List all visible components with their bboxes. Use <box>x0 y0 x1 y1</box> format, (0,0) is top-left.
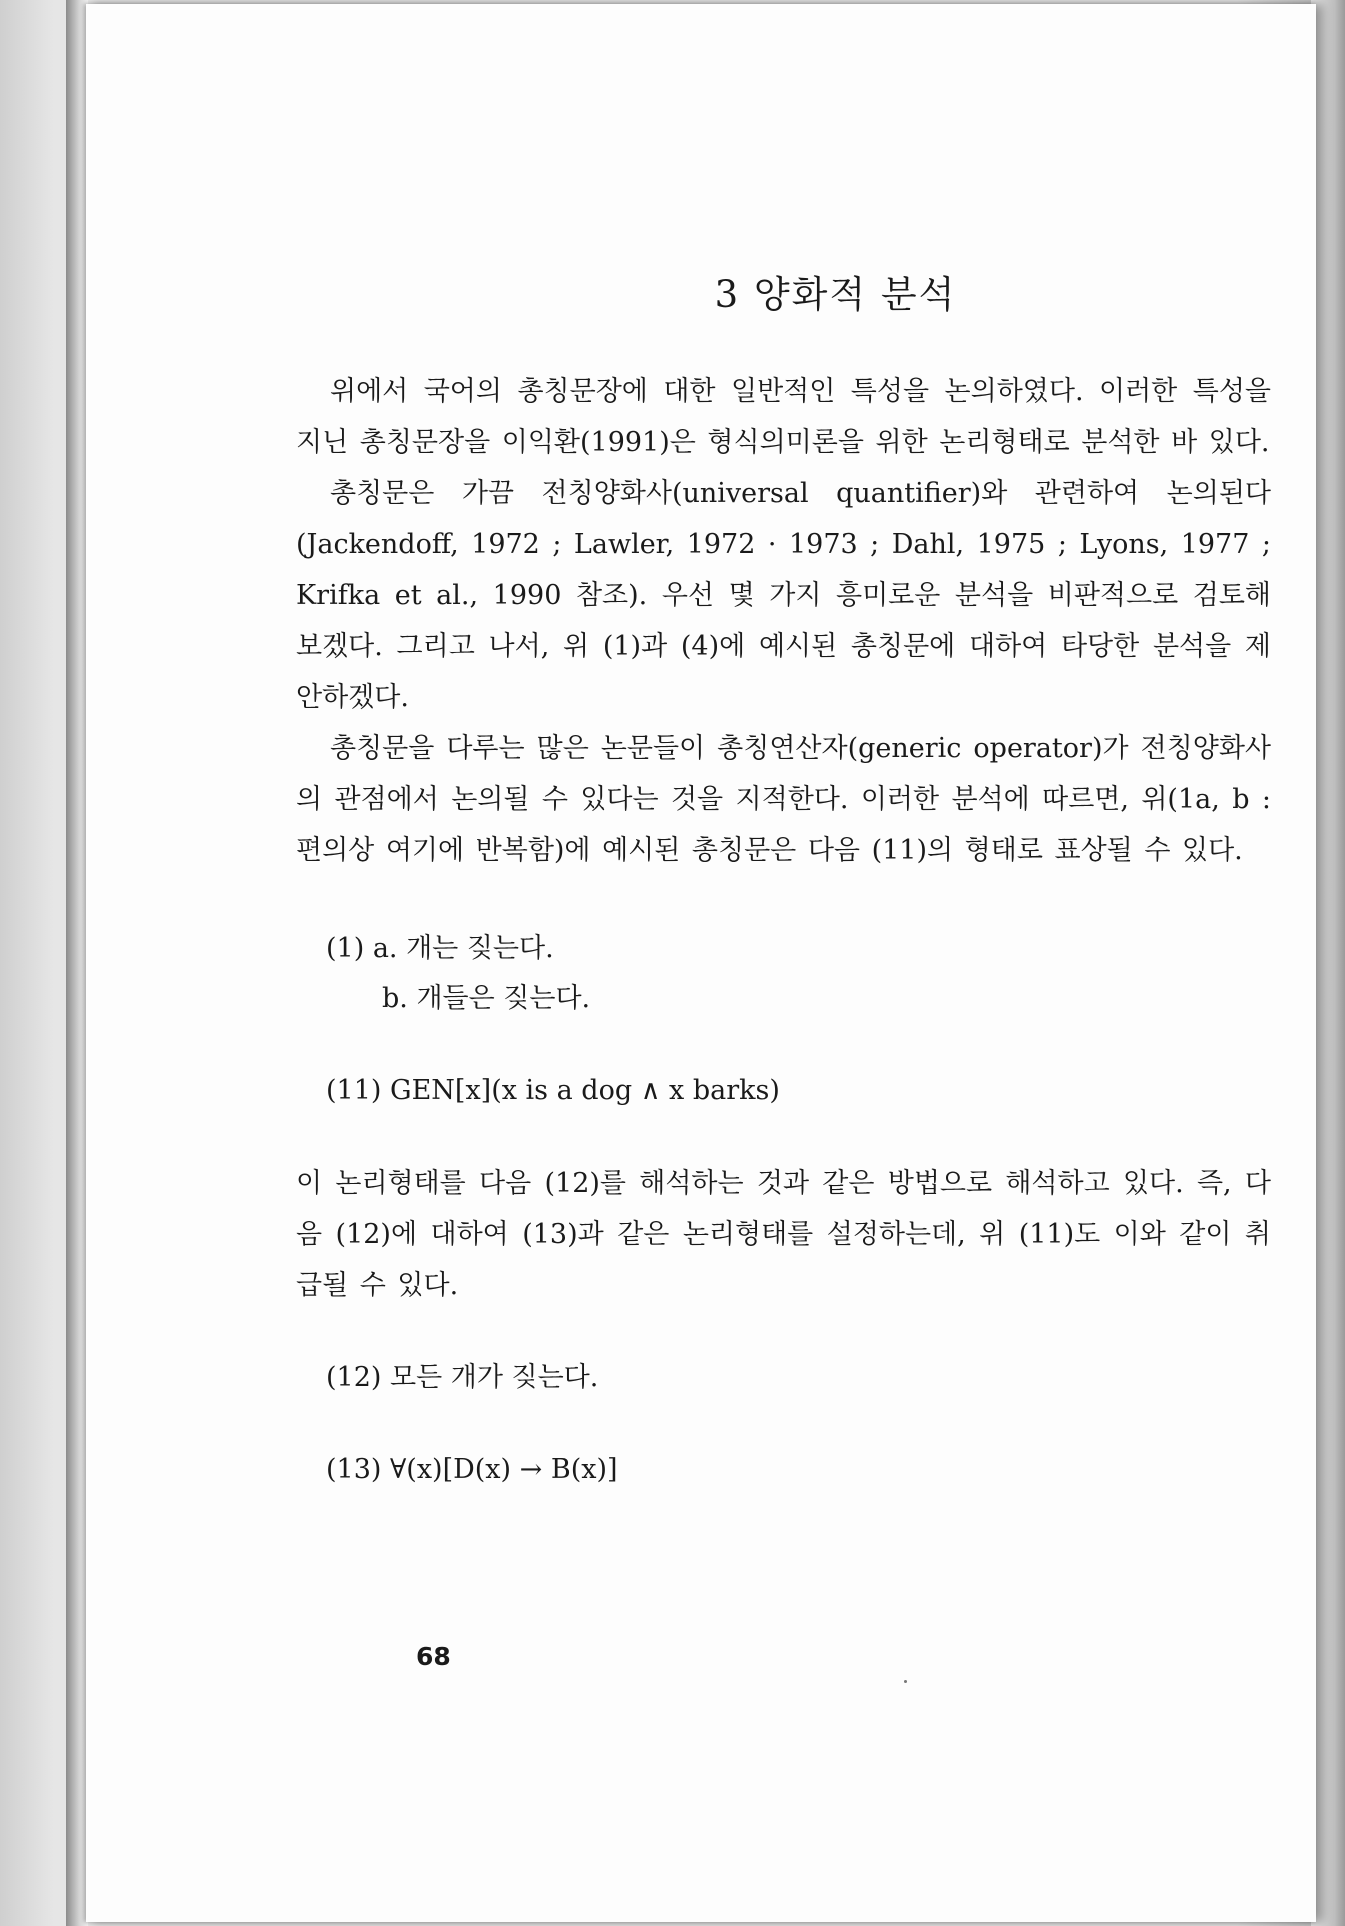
example-1a: (1) a. 개는 짖는다. <box>326 933 554 964</box>
spacer <box>296 1024 1271 1066</box>
spacer <box>296 1116 1271 1158</box>
page-number: 68 <box>416 1642 451 1671</box>
example-13: (13) ∀(x)[D(x) → B(x)] <box>326 1454 618 1485</box>
section-title: 3 양화적 분석 <box>714 273 957 316</box>
scan-speck <box>904 1680 907 1683</box>
example-1b: b. 개들은 짖는다. <box>382 983 591 1014</box>
paragraph-3: 총칭문을 다루는 많은 논문들이 총칭연산자(generic operator)가 전칭양화사의 관점에서 논의될 수 있다는 것을 지적한다. 이러한 분석에 따르면, 위(1a, b : 편의상 여기에 반복함)에 예시된 총칭문은 다음 (11)의 형태로 표상될 수 있다. <box>296 733 1271 866</box>
paragraph-4: 이 논리형태를 다음 (12)를 해석하는 것과 같은 방법으로 해석하고 있다. 즉, 다음 (12)에 대하여 (13)과 같은 논리형태를 설정하는데, 위 (11)도 이와 같이 취급될 수 있다. <box>296 1168 1271 1301</box>
paragraph-2: 총칭문은 가끔 전칭양화사(universal quantifier)와 관련하여 논의된다(Jackendoff, 1972 ; Lawler, 1972 · 1973 ; Dahl, 1975 ; Lyons, 1977 ; Krifka et al., 1990 참조). 우선 몇 가지 흥미로운 분석을 비판적으로 검토해 보겠다. 그리고 나서, 위 (1)과 (4)에 예시된 총칭문에 대하여 타당한 분석을 제안하겠다. <box>296 478 1271 713</box>
spacer <box>296 1403 1271 1445</box>
book-page <box>86 4 1316 1922</box>
example-11: (11) GEN[x](x is a dog ∧ x barks) <box>326 1075 780 1106</box>
page-content <box>296 244 1271 1495</box>
example-12: (12) 모든 개가 짖는다. <box>326 1362 599 1393</box>
spacer <box>296 876 1271 924</box>
paragraph-1: 위에서 국어의 총칭문장에 대한 일반적인 특성을 논의하였다. 이러한 특성을 지닌 총칭문장을 이익환(1991)은 형식의미론을 위한 논리형태로 분석한 바 있다. <box>296 376 1271 458</box>
spacer <box>296 1311 1271 1353</box>
page-stack-left-edge <box>66 0 88 1926</box>
